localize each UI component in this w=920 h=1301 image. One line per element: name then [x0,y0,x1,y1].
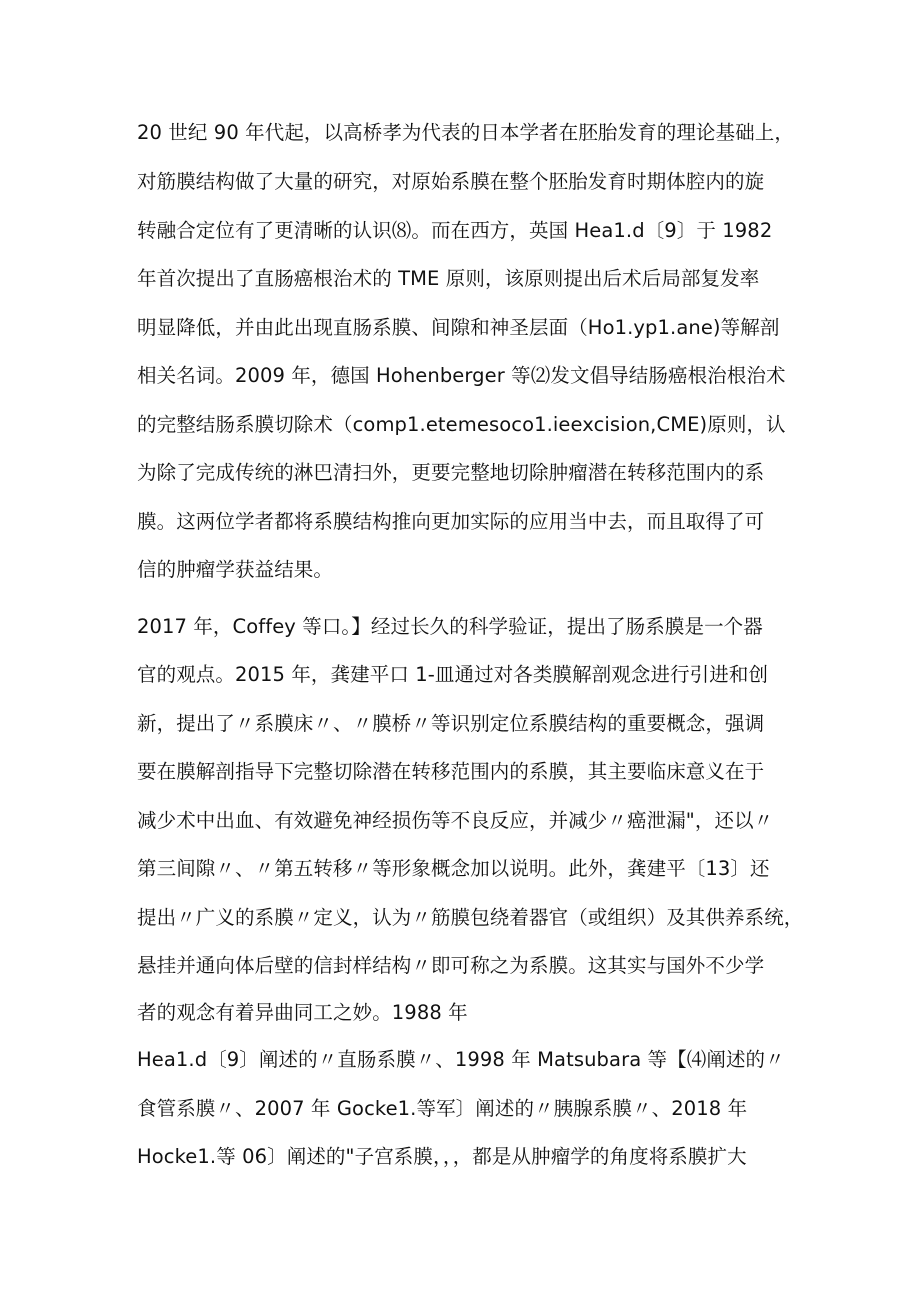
text-line: 相关名词。2009 年，德国 Hohenberger 等⑵发文倡导结肠癌根治根治术 [137,364,786,387]
text-line: 的完整结肠系膜切除术（comp1.etemesoco1.ieexcision,CME)原则，认 [137,413,786,436]
text-line: 转融合定位有了更清晰的认识⑻。而在西方，英国 Hea1.d〔9〕于 1982 [137,219,773,242]
text-line: 者的观念有着异曲同工之妙。1988 年 [137,1001,468,1024]
text-line: 悬挂并通向体后壁的信封样结构〃即可称之为系膜。这其实与国外不少学 [137,954,765,977]
text-line: 信的肿瘤学获益结果。 [137,558,334,581]
text-line: 膜。这两位学者都将系膜结构推向更加实际的应用当中去，而且取得了可 [137,510,765,533]
text-line: 为除了完成传统的淋巴清扫外，更要完整地切除肿瘤潜在转移范围内的系 [137,461,765,484]
text-line: 年首次提出了直肠癌根治术的 TME 原则，该原则提出后术后局部复发率 [137,267,760,290]
text-line: 新，提出了〃系膜床〃、〃膜桥〃等识别定位系膜结构的重要概念，强调 [137,712,765,735]
text-line: 20 世纪 90 年代起，以高桥孝为代表的日本学者在胚胎发育的理论基础上， [137,121,794,144]
text-line: 要在膜解剖指导下完整切除潜在转移范围内的系膜，其主要临床意义在于 [137,760,765,783]
text-line: 对筋膜结构做了大量的研究，对原始系膜在整个胚胎发育时期体腔内的旋 [137,170,765,193]
text-line: 官的观点。2015 年，龚建平口 1-皿通过对各类膜解剖观念进行引进和创 [137,663,769,686]
text-line: 食管系膜〃、2007 年 Gocke1.等军〕阐述的〃胰腺系膜〃、2018 年 [137,1097,748,1120]
text-line: 第三间隙〃、〃第五转移〃等形象概念加以说明。此外，龚建平〔13〕还 [137,857,770,880]
text-line: Hea1.d〔9〕阐述的〃直肠系膜〃、1998 年 Matsubara 等【⑷阐述的〃 [137,1048,785,1071]
text-line: 明显降低，并由此出现直肠系膜、间隙和神圣层面（Ho1.yp1.ane)等解剖 [137,316,780,339]
text-line: Hocke1.等 06〕阐述的"子宫系膜，，，都是从肿瘤学的角度将系膜扩大 [137,1145,747,1168]
text-line: 减少术中出血、有效避免神经损伤等不良反应，并减少〃癌泄漏"，还以〃 [137,809,774,832]
text-line: 提出〃广义的系膜〃定义，认为〃筋膜包绕着器官（或组织）及其供养系统， [137,906,804,929]
text-line: 2017 年，Coffey 等口。】经过长久的科学验证，提出了肠系膜是一个器 [137,615,763,638]
